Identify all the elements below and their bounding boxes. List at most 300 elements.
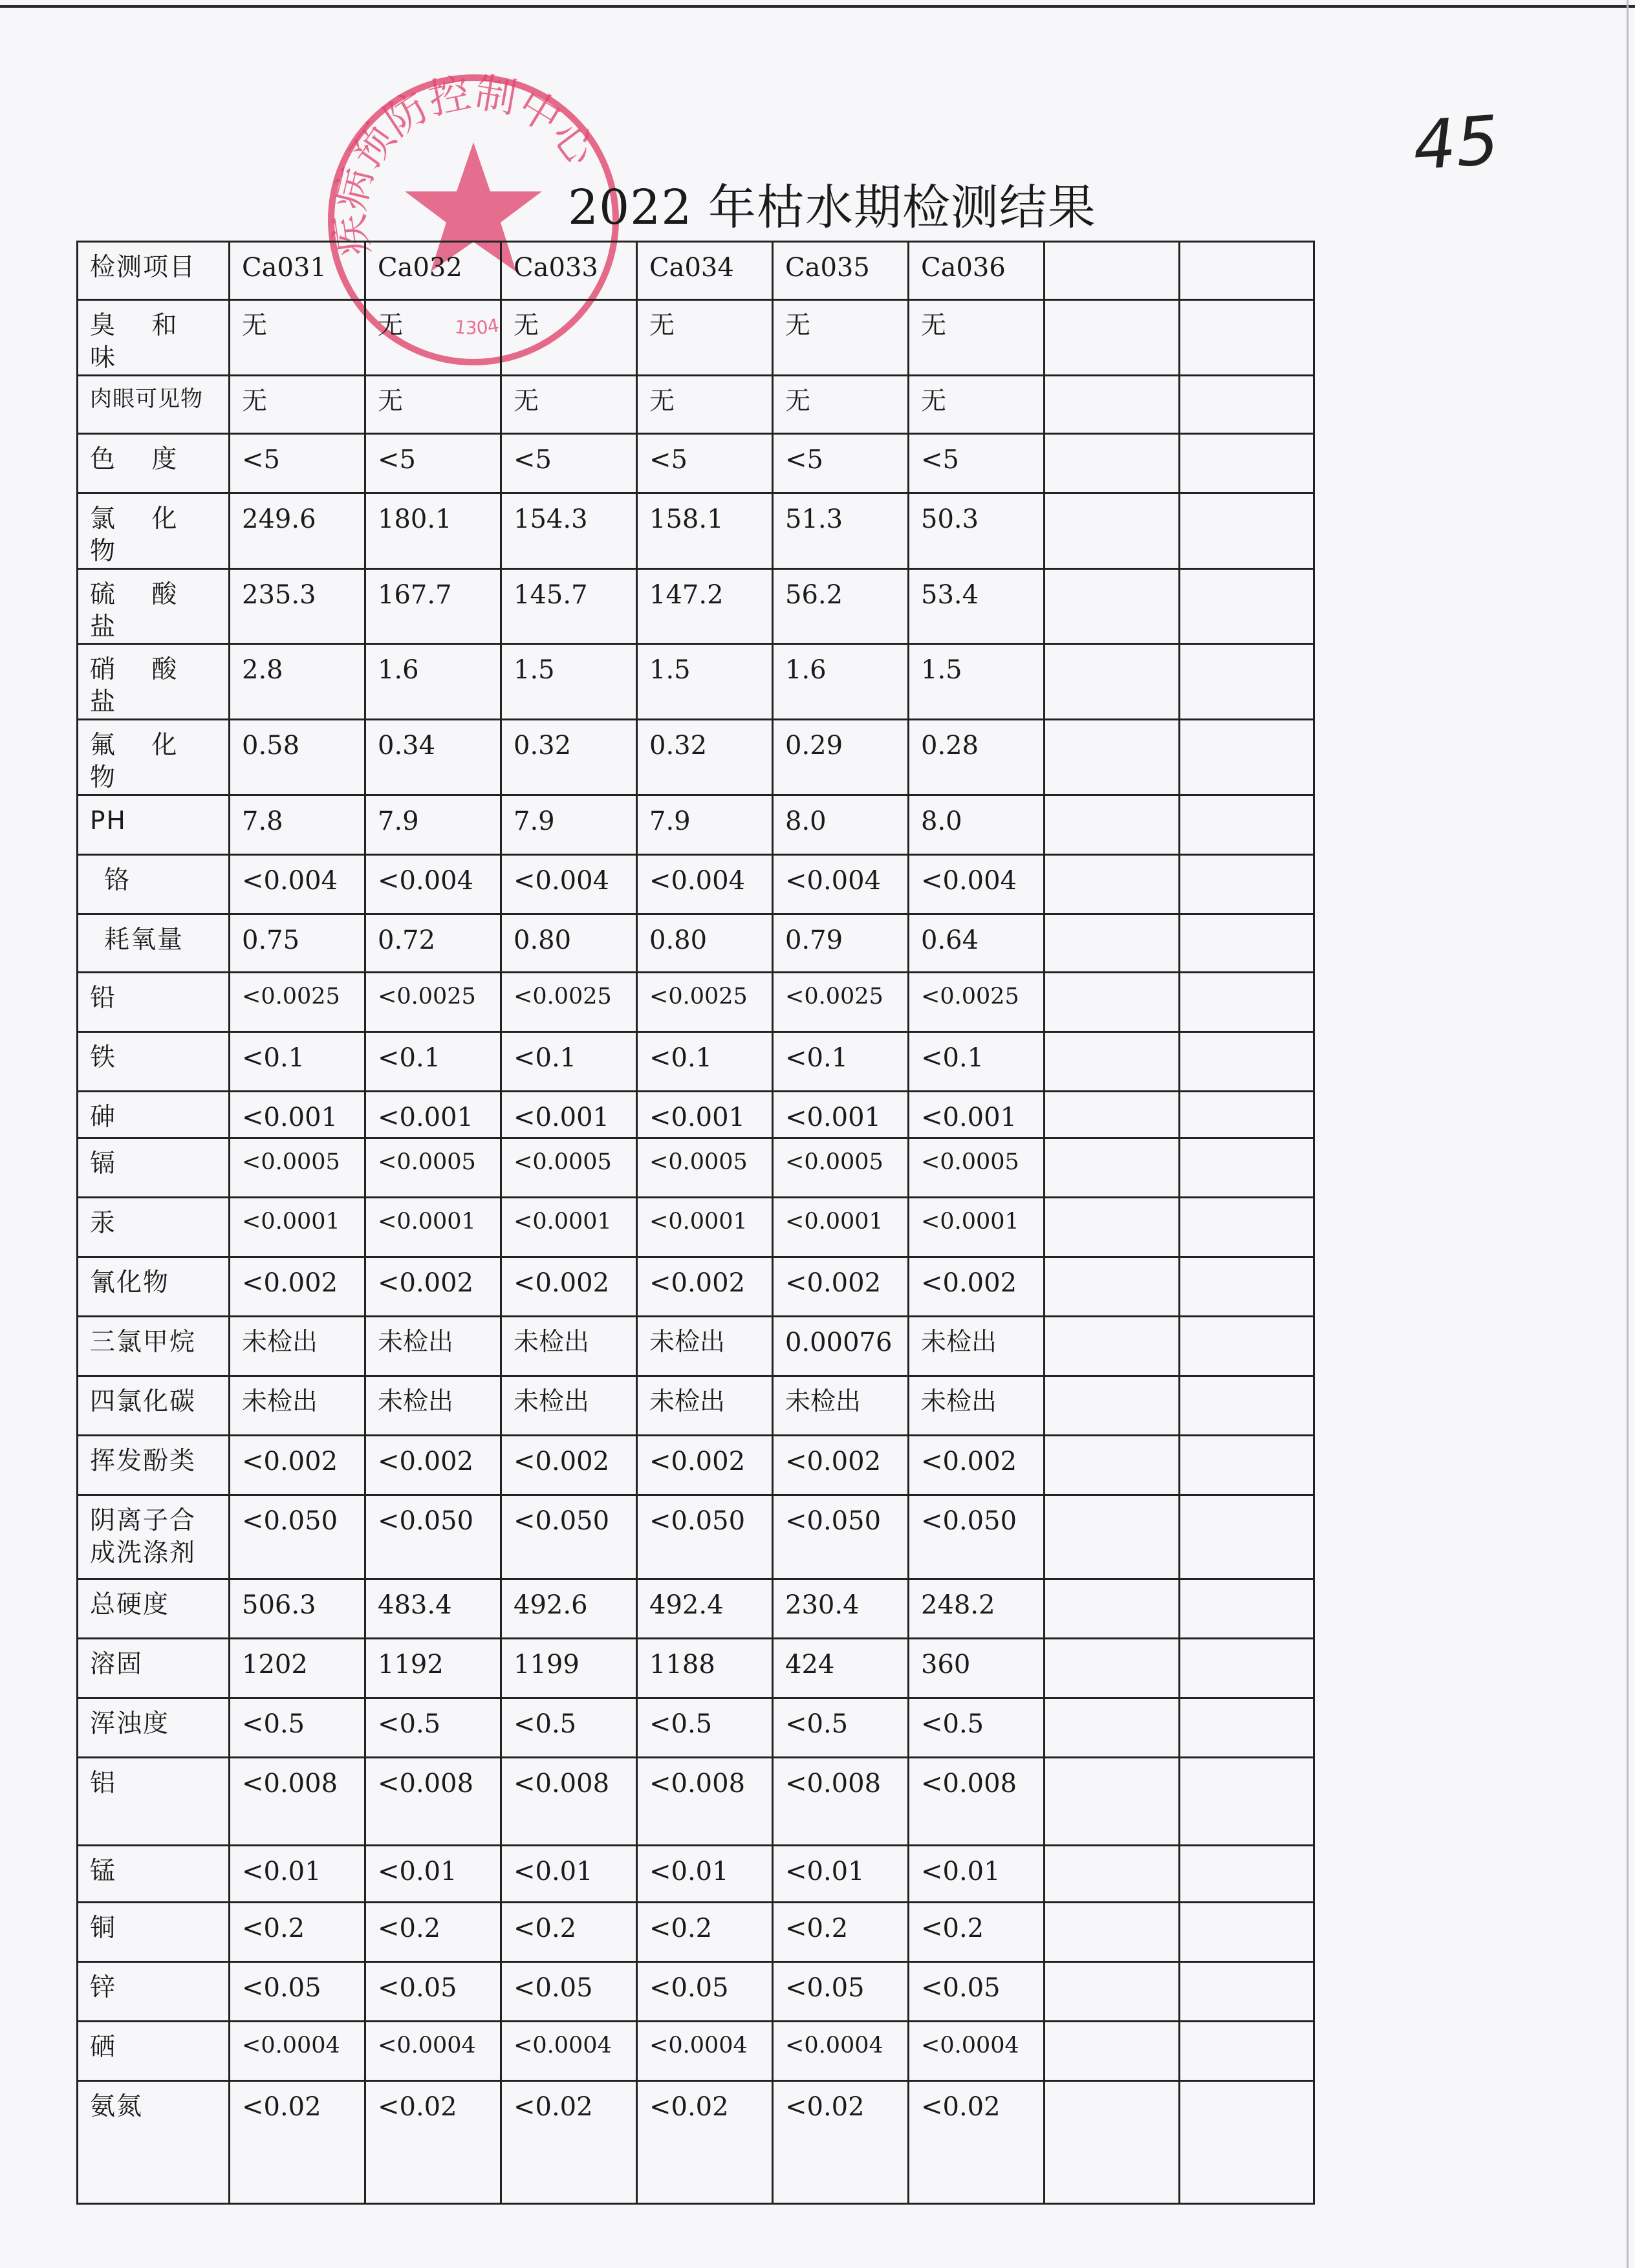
table-row [78, 433, 1314, 493]
value-cell [1180, 1903, 1314, 1962]
value-cell: 未检出 [637, 1317, 773, 1376]
value-cell: 0.72 [365, 914, 501, 973]
value-cell: 50.3 [909, 493, 1045, 568]
value-cell: <0.008 [637, 1758, 773, 1846]
value-cell [1045, 2022, 1180, 2081]
value-cell: 230.4 [773, 1579, 909, 1639]
value-cell: <5 [637, 433, 773, 493]
value-cell: 未检出 [230, 1376, 365, 1436]
row-label-cell: 肉眼可见物 [78, 375, 230, 433]
row-label-cell: 镉 [78, 1138, 230, 1198]
header-column-cell [1045, 242, 1180, 300]
value-cell [1180, 1092, 1314, 1138]
value-cell: 147.2 [637, 568, 773, 644]
value-cell: <0.050 [501, 1495, 637, 1579]
table-row [78, 1436, 1314, 1495]
value-cell: <0.01 [365, 1846, 501, 1903]
value-cell: <0.01 [230, 1846, 365, 1903]
row-label-cell: 硫 酸 盐 [78, 568, 230, 644]
value-cell: <0.002 [365, 1436, 501, 1495]
value-cell [1180, 1317, 1314, 1376]
value-cell: <0.0025 [773, 973, 909, 1032]
value-cell [1180, 855, 1314, 914]
row-label-cell: 耗氧量 [78, 914, 230, 973]
value-cell: <0.5 [773, 1698, 909, 1758]
header-column-cell: Ca033 [501, 242, 637, 300]
value-cell: 249.6 [230, 493, 365, 568]
value-cell: 2.8 [230, 644, 365, 720]
value-cell: <0.0025 [365, 973, 501, 1032]
value-cell: <0.001 [365, 1092, 501, 1138]
value-cell [1180, 1436, 1314, 1495]
value-cell: <0.1 [365, 1032, 501, 1092]
value-cell: 无 [365, 300, 501, 376]
value-cell: 0.28 [909, 720, 1045, 795]
value-cell: <0.0001 [501, 1198, 637, 1257]
value-cell: <0.0025 [230, 973, 365, 1032]
value-cell: <0.008 [365, 1758, 501, 1846]
header-column-cell [1180, 242, 1314, 300]
table-row [78, 493, 1314, 568]
value-cell: <0.0005 [637, 1138, 773, 1198]
header-column-cell: Ca034 [637, 242, 773, 300]
value-cell: <0.0005 [909, 1138, 1045, 1198]
value-cell: 0.58 [230, 720, 365, 795]
handwritten-page-number: 45 [1410, 100, 1502, 186]
row-label-cell: 色 度 [78, 433, 230, 493]
value-cell: 0.32 [637, 720, 773, 795]
value-cell [1045, 1257, 1180, 1317]
page-top-edge [0, 5, 1635, 8]
value-cell: <0.008 [773, 1758, 909, 1846]
value-cell: <0.5 [909, 1698, 1045, 1758]
value-cell: 8.0 [909, 795, 1045, 855]
value-cell: <0.5 [501, 1698, 637, 1758]
value-cell [1180, 1495, 1314, 1579]
value-cell: <0.050 [909, 1495, 1045, 1579]
value-cell [1045, 1962, 1180, 2022]
row-label-cell: 锰 [78, 1846, 230, 1903]
value-cell: 360 [909, 1639, 1045, 1698]
value-cell: 未检出 [365, 1317, 501, 1376]
value-cell [1045, 795, 1180, 855]
table-row [78, 855, 1314, 914]
value-cell: <0.002 [365, 1257, 501, 1317]
value-cell: <0.004 [773, 855, 909, 914]
value-cell [1045, 1639, 1180, 1698]
value-cell: 167.7 [365, 568, 501, 644]
value-cell: <0.050 [365, 1495, 501, 1579]
value-cell: 1188 [637, 1639, 773, 1698]
value-cell: <0.02 [637, 2081, 773, 2204]
value-cell: 145.7 [501, 568, 637, 644]
value-cell: 0.75 [230, 914, 365, 973]
value-cell: <0.008 [230, 1758, 365, 1846]
value-cell: 无 [637, 375, 773, 433]
table-row [78, 720, 1314, 795]
value-cell: <0.01 [909, 1846, 1045, 1903]
value-cell: <5 [365, 433, 501, 493]
value-cell [1045, 1758, 1180, 1846]
value-cell: <0.002 [773, 1257, 909, 1317]
value-cell: <0.001 [773, 1092, 909, 1138]
value-cell: 1.5 [501, 644, 637, 720]
page-title: 2022 年枯水期检测结果 [568, 180, 1096, 235]
test-results-table [76, 241, 1315, 2205]
header-column-cell: Ca031 [230, 242, 365, 300]
value-cell: 506.3 [230, 1579, 365, 1639]
value-cell: 248.2 [909, 1579, 1045, 1639]
table-row [78, 1495, 1314, 1579]
value-cell [1180, 568, 1314, 644]
value-cell: 0.00076 [773, 1317, 909, 1376]
value-cell: <0.01 [773, 1846, 909, 1903]
value-cell: <0.0004 [773, 2022, 909, 2081]
value-cell [1180, 300, 1314, 376]
value-cell: 无 [501, 375, 637, 433]
value-cell: <0.002 [501, 1257, 637, 1317]
value-cell: <0.0001 [637, 1198, 773, 1257]
header-column-cell: Ca035 [773, 242, 909, 300]
value-cell: 0.79 [773, 914, 909, 973]
value-cell [1045, 973, 1180, 1032]
value-cell [1045, 1376, 1180, 1436]
value-cell: 158.1 [637, 493, 773, 568]
value-cell [1045, 568, 1180, 644]
table-row [78, 1092, 1314, 1138]
value-cell: <0.02 [773, 2081, 909, 2204]
value-cell: 8.0 [773, 795, 909, 855]
table-row [78, 644, 1314, 720]
row-label-cell: 锌 [78, 1962, 230, 2022]
value-cell: <5 [773, 433, 909, 493]
row-label-cell: 铜 [78, 1903, 230, 1962]
value-cell: 0.34 [365, 720, 501, 795]
value-cell: 无 [909, 375, 1045, 433]
value-cell [1180, 493, 1314, 568]
value-cell: 7.8 [230, 795, 365, 855]
value-cell: <0.001 [230, 1092, 365, 1138]
value-cell: <0.002 [501, 1436, 637, 1495]
value-cell: <5 [909, 433, 1045, 493]
header-label-cell: 检测项目 [78, 242, 230, 300]
table-row [78, 568, 1314, 644]
table-row [78, 914, 1314, 973]
row-label-cell: 总硬度 [78, 1579, 230, 1639]
row-label-cell: 铬 [78, 855, 230, 914]
value-cell [1180, 375, 1314, 433]
value-cell: <0.02 [909, 2081, 1045, 2204]
value-cell: <0.02 [230, 2081, 365, 2204]
value-cell: <0.2 [501, 1903, 637, 1962]
value-cell: <0.004 [637, 855, 773, 914]
value-cell: 1.6 [773, 644, 909, 720]
value-cell: 492.4 [637, 1579, 773, 1639]
value-cell: 180.1 [365, 493, 501, 568]
table-row [78, 1758, 1314, 1846]
value-cell: <0.008 [501, 1758, 637, 1846]
value-cell: <0.2 [909, 1903, 1045, 1962]
value-cell: <0.001 [909, 1092, 1045, 1138]
value-cell: <0.0001 [230, 1198, 365, 1257]
table-row [78, 300, 1314, 376]
value-cell: <5 [501, 433, 637, 493]
row-label-cell: 氟 化 物 [78, 720, 230, 795]
table-row [78, 1257, 1314, 1317]
value-cell: <0.0001 [773, 1198, 909, 1257]
value-cell: <0.0005 [230, 1138, 365, 1198]
value-cell: <0.5 [637, 1698, 773, 1758]
value-cell [1045, 1846, 1180, 1903]
value-cell [1180, 1698, 1314, 1758]
value-cell: 0.80 [501, 914, 637, 973]
value-cell [1045, 720, 1180, 795]
value-cell: 无 [773, 375, 909, 433]
table-row [78, 1639, 1314, 1698]
value-cell: <0.0001 [909, 1198, 1045, 1257]
value-cell: <0.0001 [365, 1198, 501, 1257]
value-cell: <0.05 [365, 1962, 501, 2022]
value-cell [1045, 644, 1180, 720]
value-cell [1045, 1495, 1180, 1579]
value-cell: <0.05 [909, 1962, 1045, 2022]
table-row [78, 1579, 1314, 1639]
seal-number: 1304 [453, 314, 501, 339]
value-cell: <0.05 [230, 1962, 365, 2022]
value-cell [1045, 1436, 1180, 1495]
value-cell: <0.2 [230, 1903, 365, 1962]
value-cell: <0.1 [230, 1032, 365, 1092]
value-cell: 未检出 [909, 1317, 1045, 1376]
value-cell: <0.2 [637, 1903, 773, 1962]
value-cell [1180, 2022, 1314, 2081]
row-label-cell: 汞 [78, 1198, 230, 1257]
value-cell: <0.002 [909, 1257, 1045, 1317]
value-cell: <0.002 [230, 1436, 365, 1495]
value-cell [1180, 2081, 1314, 2204]
row-label-cell: 臭 和 味 [78, 300, 230, 376]
page-right-edge [1627, 0, 1629, 2268]
value-cell: 235.3 [230, 568, 365, 644]
value-cell: <0.0004 [230, 2022, 365, 2081]
value-cell: <0.0025 [909, 973, 1045, 1032]
value-cell: <0.0005 [365, 1138, 501, 1198]
value-cell: <0.0004 [637, 2022, 773, 2081]
value-cell [1045, 1317, 1180, 1376]
row-label-cell: 铝 [78, 1758, 230, 1846]
value-cell: 无 [501, 300, 637, 376]
value-cell [1045, 1698, 1180, 1758]
value-cell: <0.1 [501, 1032, 637, 1092]
row-label-cell: 浑浊度 [78, 1698, 230, 1758]
value-cell: 未检出 [230, 1317, 365, 1376]
value-cell: <0.1 [773, 1032, 909, 1092]
value-cell: <0.5 [365, 1698, 501, 1758]
value-cell: 未检出 [909, 1376, 1045, 1436]
value-cell: <0.1 [637, 1032, 773, 1092]
value-cell [1180, 1138, 1314, 1198]
value-cell: 492.6 [501, 1579, 637, 1639]
value-cell: <0.05 [637, 1962, 773, 2022]
value-cell: <0.05 [773, 1962, 909, 2022]
value-cell: 7.9 [365, 795, 501, 855]
value-cell: <0.0004 [365, 2022, 501, 2081]
value-cell [1180, 720, 1314, 795]
row-label-cell: 硝 酸 盐 [78, 644, 230, 720]
value-cell: <0.004 [501, 855, 637, 914]
value-cell: <0.050 [637, 1495, 773, 1579]
value-cell [1045, 855, 1180, 914]
value-cell [1180, 1257, 1314, 1317]
value-cell: <5 [230, 433, 365, 493]
row-label-cell: 氨氮 [78, 2081, 230, 2204]
value-cell: <0.02 [365, 2081, 501, 2204]
value-cell: 7.9 [637, 795, 773, 855]
value-cell [1045, 1198, 1180, 1257]
value-cell: 483.4 [365, 1579, 501, 1639]
table-row [78, 2081, 1314, 2204]
row-label-cell: 铁 [78, 1032, 230, 1092]
header-row [78, 242, 1314, 300]
row-label-cell: 砷 [78, 1092, 230, 1138]
value-cell: <0.0004 [909, 2022, 1045, 2081]
value-cell [1045, 493, 1180, 568]
row-label-cell: 氰化物 [78, 1257, 230, 1317]
seal-text: 疾病预防控制中心 [325, 69, 605, 259]
table-row [78, 1903, 1314, 1962]
value-cell: 154.3 [501, 493, 637, 568]
value-cell: 51.3 [773, 493, 909, 568]
value-cell [1045, 1138, 1180, 1198]
value-cell: 未检出 [365, 1376, 501, 1436]
table-row [78, 795, 1314, 855]
value-cell: <0.5 [230, 1698, 365, 1758]
value-cell [1180, 795, 1314, 855]
value-cell [1045, 1579, 1180, 1639]
value-cell: <0.2 [365, 1903, 501, 1962]
value-cell: 未检出 [501, 1376, 637, 1436]
value-cell [1045, 375, 1180, 433]
value-cell: <0.01 [501, 1846, 637, 1903]
value-cell: 1202 [230, 1639, 365, 1698]
value-cell: <0.0004 [501, 2022, 637, 2081]
value-cell: 1199 [501, 1639, 637, 1698]
value-cell: 0.64 [909, 914, 1045, 973]
row-label-cell: 三氯甲烷 [78, 1317, 230, 1376]
value-cell: 56.2 [773, 568, 909, 644]
row-label-cell: 溶固 [78, 1639, 230, 1698]
value-cell: 0.29 [773, 720, 909, 795]
header-column-cell: Ca036 [909, 242, 1045, 300]
row-label-cell: 氯 化 物 [78, 493, 230, 568]
value-cell: 424 [773, 1639, 909, 1698]
table-row [78, 1698, 1314, 1758]
value-cell: <0.002 [637, 1257, 773, 1317]
value-cell [1180, 644, 1314, 720]
value-cell: 未检出 [637, 1376, 773, 1436]
table-row [78, 1032, 1314, 1092]
value-cell: <0.002 [773, 1436, 909, 1495]
table-row [78, 2022, 1314, 2081]
value-cell [1180, 1962, 1314, 2022]
value-cell [1045, 1903, 1180, 1962]
value-cell: <0.002 [909, 1436, 1045, 1495]
value-cell [1180, 1376, 1314, 1436]
table-row [78, 1317, 1314, 1376]
value-cell: 未检出 [501, 1317, 637, 1376]
value-cell: <0.001 [637, 1092, 773, 1138]
value-cell: <0.0005 [773, 1138, 909, 1198]
value-cell: 0.80 [637, 914, 773, 973]
value-cell: <0.0025 [637, 973, 773, 1032]
value-cell: 未检出 [773, 1376, 909, 1436]
value-cell: <0.004 [365, 855, 501, 914]
value-cell: <0.0005 [501, 1138, 637, 1198]
table-row [78, 1376, 1314, 1436]
value-cell [1180, 1579, 1314, 1639]
value-cell [1045, 300, 1180, 376]
value-cell: 53.4 [909, 568, 1045, 644]
value-cell: 无 [637, 300, 773, 376]
value-cell: <0.008 [909, 1758, 1045, 1846]
table-row [78, 1198, 1314, 1257]
value-cell: <0.001 [501, 1092, 637, 1138]
value-cell: 无 [773, 300, 909, 376]
value-cell: <0.02 [501, 2081, 637, 2204]
value-cell [1180, 914, 1314, 973]
value-cell: <0.050 [773, 1495, 909, 1579]
value-cell: 0.32 [501, 720, 637, 795]
table-row [78, 1846, 1314, 1903]
value-cell [1180, 1032, 1314, 1092]
value-cell: 无 [230, 300, 365, 376]
row-label-cell: 铅 [78, 973, 230, 1032]
value-cell: <0.002 [230, 1257, 365, 1317]
value-cell: 1.6 [365, 644, 501, 720]
value-cell: 1192 [365, 1639, 501, 1698]
value-cell [1180, 1198, 1314, 1257]
value-cell [1180, 1846, 1314, 1903]
table-row [78, 1962, 1314, 2022]
table-row [78, 375, 1314, 433]
row-label-cell: 四氯化碳 [78, 1376, 230, 1436]
value-cell: <0.05 [501, 1962, 637, 2022]
table-row [78, 1138, 1314, 1198]
value-cell [1180, 973, 1314, 1032]
value-cell: 无 [909, 300, 1045, 376]
row-label-cell: 阴离子合成洗涤剂 [78, 1495, 230, 1579]
value-cell [1180, 1758, 1314, 1846]
value-cell [1045, 1032, 1180, 1092]
value-cell [1045, 433, 1180, 493]
value-cell: 1.5 [637, 644, 773, 720]
value-cell: <0.2 [773, 1903, 909, 1962]
value-cell [1180, 433, 1314, 493]
value-cell: 7.9 [501, 795, 637, 855]
value-cell: <0.0025 [501, 973, 637, 1032]
value-cell: 1.5 [909, 644, 1045, 720]
value-cell: <0.050 [230, 1495, 365, 1579]
value-cell: <0.01 [637, 1846, 773, 1903]
row-label-cell: 硒 [78, 2022, 230, 2081]
row-label-cell: PH [78, 795, 230, 855]
row-label-cell: 挥发酚类 [78, 1436, 230, 1495]
value-cell: 无 [365, 375, 501, 433]
table-body [78, 242, 1314, 2204]
header-column-cell: Ca032 [365, 242, 501, 300]
value-cell [1045, 2081, 1180, 2204]
value-cell: <0.004 [230, 855, 365, 914]
